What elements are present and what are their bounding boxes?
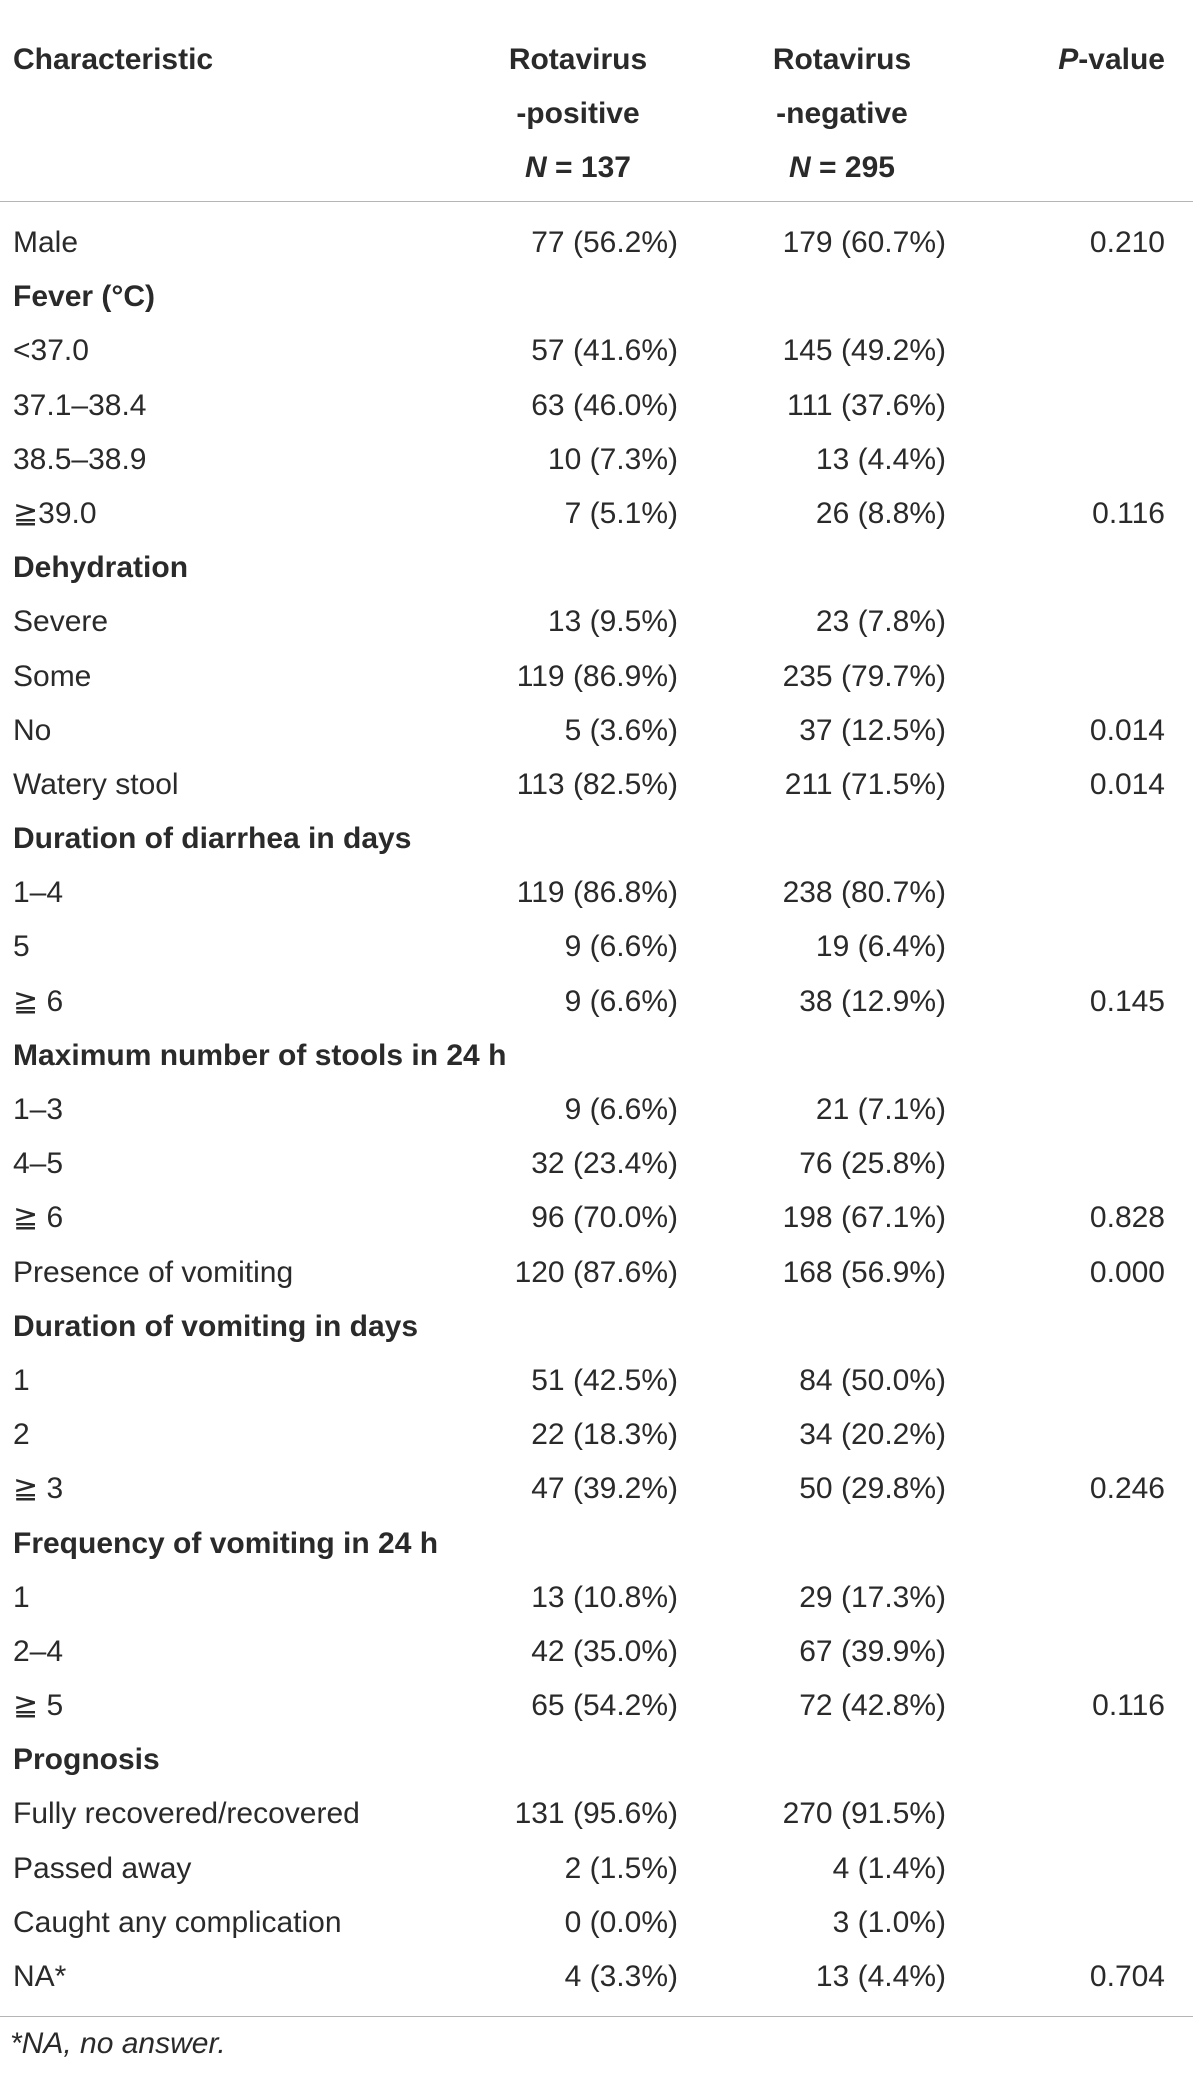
rotavirus-positive-value: 0 (0.0%)	[564, 1905, 678, 1939]
rotavirus-negative-value: 198 (67.1%)	[782, 1201, 946, 1235]
header-negative-line2: -negative	[776, 97, 908, 130]
section-header-row	[0, 1517, 1193, 1571]
rotavirus-positive-value: 120 (87.6%)	[514, 1255, 678, 1289]
row-label: Duration of diarrhea in days	[13, 822, 412, 856]
section-header-row	[0, 541, 1193, 595]
p-value: 0.210	[1089, 226, 1165, 259]
row-label: Caught any complication	[13, 1905, 342, 1939]
rotavirus-positive-value: 57 (41.6%)	[531, 334, 678, 368]
row-label: Prognosis	[13, 1743, 160, 1777]
header-characteristic-label: Characteristic	[13, 43, 214, 76]
rotavirus-positive-value: 7 (5.1%)	[564, 496, 678, 530]
table-row	[0, 433, 1193, 487]
row-label: NA*	[13, 1960, 67, 1993]
rotavirus-positive-value: 113 (82.5%)	[516, 767, 678, 801]
table-row	[0, 1137, 1193, 1191]
header-positive-line2: -positive	[516, 97, 640, 130]
rotavirus-negative-value: 235 (79.7%)	[782, 659, 946, 693]
p-value: 0.145	[1089, 984, 1165, 1018]
row-label: Duration of vomiting in days	[13, 1309, 419, 1343]
table-row	[0, 1571, 1193, 1625]
row-label: ≧ 3	[13, 1472, 64, 1506]
header-rotavirus-positive	[478, 33, 678, 195]
row-label: Severe	[13, 605, 109, 639]
rotavirus-positive-value: 2 (1.5%)	[564, 1851, 678, 1885]
p-value: 0.014	[1089, 767, 1165, 801]
section-header-row	[0, 1300, 1193, 1354]
table-row	[0, 1950, 1193, 2004]
table-row	[0, 758, 1193, 812]
row-label: Frequency of vomiting in 24 h	[13, 1526, 439, 1560]
rotavirus-positive-value: 32 (23.4%)	[531, 1147, 678, 1181]
p-value: 0.246	[1089, 1472, 1165, 1506]
table-row	[0, 1408, 1193, 1462]
table-row	[0, 216, 1193, 270]
table-row	[0, 487, 1193, 541]
header-characteristic	[13, 33, 213, 87]
p-value: 0.000	[1089, 1255, 1165, 1289]
row-label: No	[13, 713, 52, 747]
row-label: Maximum number of stools in 24 h	[13, 1038, 507, 1072]
row-label: 5	[13, 930, 30, 964]
row-label: 1	[13, 1363, 30, 1397]
rotavirus-positive-value: 51 (42.5%)	[531, 1363, 678, 1397]
table-row	[0, 866, 1193, 920]
rotavirus-positive-value: 10 (7.3%)	[547, 442, 678, 476]
header-negative-line1: Rotavirus	[772, 43, 912, 76]
table-row	[0, 1462, 1193, 1516]
rotavirus-negative-value: 13 (4.4%)	[815, 1960, 946, 1993]
table-row	[0, 1191, 1193, 1245]
row-label: Watery stool	[13, 767, 179, 801]
rotavirus-negative-value: 179 (60.7%)	[782, 226, 946, 259]
row-label: 1–3	[13, 1093, 64, 1126]
table-row	[0, 324, 1193, 378]
header-p-italic: P	[1058, 43, 1079, 76]
rotavirus-positive-value: 9 (6.6%)	[564, 984, 678, 1018]
rotavirus-negative-value: 19 (6.4%)	[815, 930, 946, 964]
rotavirus-negative-value: 13 (4.4%)	[815, 442, 946, 476]
rotavirus-negative-value: 21 (7.1%)	[815, 1093, 946, 1126]
row-label: ≧ 5	[13, 1689, 64, 1723]
rotavirus-negative-value: 145 (49.2%)	[782, 334, 946, 368]
rotavirus-negative-value: 72 (42.8%)	[799, 1689, 946, 1723]
rotavirus-negative-value: 111 (37.6%)	[787, 388, 946, 422]
table-body	[0, 216, 1193, 2004]
table-row	[0, 975, 1193, 1029]
table-row	[0, 1896, 1193, 1950]
p-value: 0.116	[1092, 1689, 1165, 1723]
rotavirus-negative-value: 211 (71.5%)	[784, 767, 946, 801]
row-label: Presence of vomiting	[13, 1255, 294, 1289]
row-label: 2	[13, 1418, 30, 1452]
table-row	[0, 650, 1193, 704]
row-label: Fever (°C)	[13, 280, 156, 314]
rotavirus-positive-value: 96 (70.0%)	[531, 1201, 678, 1235]
rotavirus-positive-value: 63 (46.0%)	[531, 388, 678, 422]
rotavirus-negative-value: 238 (80.7%)	[782, 876, 946, 910]
section-header-row	[0, 1029, 1193, 1083]
table-row	[0, 1083, 1193, 1137]
rotavirus-positive-value: 65 (54.2%)	[531, 1689, 678, 1723]
rotavirus-positive-value: 5 (3.6%)	[564, 713, 678, 747]
table-bottom-rule	[0, 2016, 1193, 2017]
rotavirus-positive-value: 13 (9.5%)	[547, 605, 678, 639]
rotavirus-positive-value: 119 (86.8%)	[516, 876, 678, 910]
row-label: Some	[13, 659, 92, 693]
rotavirus-negative-value: 38 (12.9%)	[799, 984, 946, 1018]
table-row	[0, 379, 1193, 433]
row-label: 2–4	[13, 1634, 64, 1668]
row-label: 4–5	[13, 1147, 64, 1181]
rotavirus-positive-value: 119 (86.9%)	[516, 659, 678, 693]
section-header-row	[0, 812, 1193, 866]
rotavirus-negative-value: 4 (1.4%)	[832, 1851, 946, 1885]
header-negative-n	[742, 141, 942, 195]
row-label: Male	[13, 226, 79, 259]
table-footnote: *NA, no answer.	[10, 2027, 226, 2060]
table-row	[0, 1787, 1193, 1841]
rotavirus-positive-value: 4 (3.3%)	[564, 1960, 678, 1993]
header-negative-n-label: N	[789, 151, 811, 184]
p-value: 0.116	[1092, 496, 1165, 530]
row-label: 37.1–38.4	[13, 388, 147, 422]
row-label: ≧ 6	[13, 1201, 64, 1235]
rotavirus-positive-value: 13 (10.8%)	[531, 1580, 678, 1614]
p-value: 0.828	[1089, 1201, 1165, 1235]
table-row	[0, 704, 1193, 758]
row-label: ≧ 6	[13, 984, 64, 1018]
section-header-row	[0, 270, 1193, 324]
table-row	[0, 1679, 1193, 1733]
rotavirus-positive-value: 77 (56.2%)	[531, 226, 678, 259]
rotavirus-negative-value: 84 (50.0%)	[799, 1363, 946, 1397]
section-header-row	[0, 1733, 1193, 1787]
rotavirus-negative-value: 34 (20.2%)	[799, 1418, 946, 1452]
rotavirus-negative-value: 50 (29.8%)	[799, 1472, 946, 1506]
header-positive-line1: Rotavirus	[508, 43, 648, 76]
rotavirus-negative-value: 26 (8.8%)	[815, 496, 946, 530]
header-positive-n-label: N	[525, 151, 547, 184]
rotavirus-positive-value: 47 (39.2%)	[531, 1472, 678, 1506]
rotavirus-negative-value: 3 (1.0%)	[832, 1905, 946, 1939]
rotavirus-negative-value: 37 (12.5%)	[799, 713, 946, 747]
rotavirus-positive-value: 131 (95.6%)	[514, 1797, 678, 1831]
table-header	[0, 0, 1193, 202]
row-label: Passed away	[13, 1851, 192, 1885]
rotavirus-positive-value: 22 (18.3%)	[531, 1418, 678, 1452]
row-label: Fully recovered/recovered	[13, 1797, 360, 1831]
table-row	[0, 1842, 1193, 1896]
rotavirus-negative-value: 270 (91.5%)	[782, 1797, 946, 1831]
table-row	[0, 1354, 1193, 1408]
p-value: 0.704	[1089, 1960, 1165, 1993]
rotavirus-negative-value: 76 (25.8%)	[799, 1147, 946, 1181]
row-label: 1	[13, 1580, 30, 1614]
header-rotavirus-negative	[742, 33, 942, 195]
rotavirus-positive-value: 9 (6.6%)	[564, 1093, 678, 1126]
row-label: Dehydration	[13, 551, 189, 585]
header-positive-n-value: = 137	[546, 151, 631, 184]
rotavirus-negative-value: 23 (7.8%)	[815, 605, 946, 639]
rotavirus-negative-value: 168 (56.9%)	[782, 1255, 946, 1289]
table-row	[0, 1246, 1193, 1300]
row-label: 38.5–38.9	[13, 442, 147, 476]
table-row	[0, 920, 1193, 974]
rotavirus-negative-value: 67 (39.9%)	[799, 1634, 946, 1668]
p-value: 0.014	[1089, 713, 1165, 747]
header-p-rest: -value	[1078, 43, 1165, 76]
row-label: <37.0	[13, 334, 89, 368]
table-row	[0, 595, 1193, 649]
rotavirus-positive-value: 9 (6.6%)	[564, 930, 678, 964]
rotavirus-positive-value: 42 (35.0%)	[531, 1634, 678, 1668]
row-label: ≧39.0	[13, 496, 97, 530]
header-positive-n	[478, 141, 678, 195]
rotavirus-negative-value: 29 (17.3%)	[799, 1580, 946, 1614]
header-p-value	[1010, 33, 1165, 87]
header-negative-n-value: = 295	[810, 151, 895, 184]
row-label: 1–4	[13, 876, 64, 910]
table-row	[0, 1625, 1193, 1679]
